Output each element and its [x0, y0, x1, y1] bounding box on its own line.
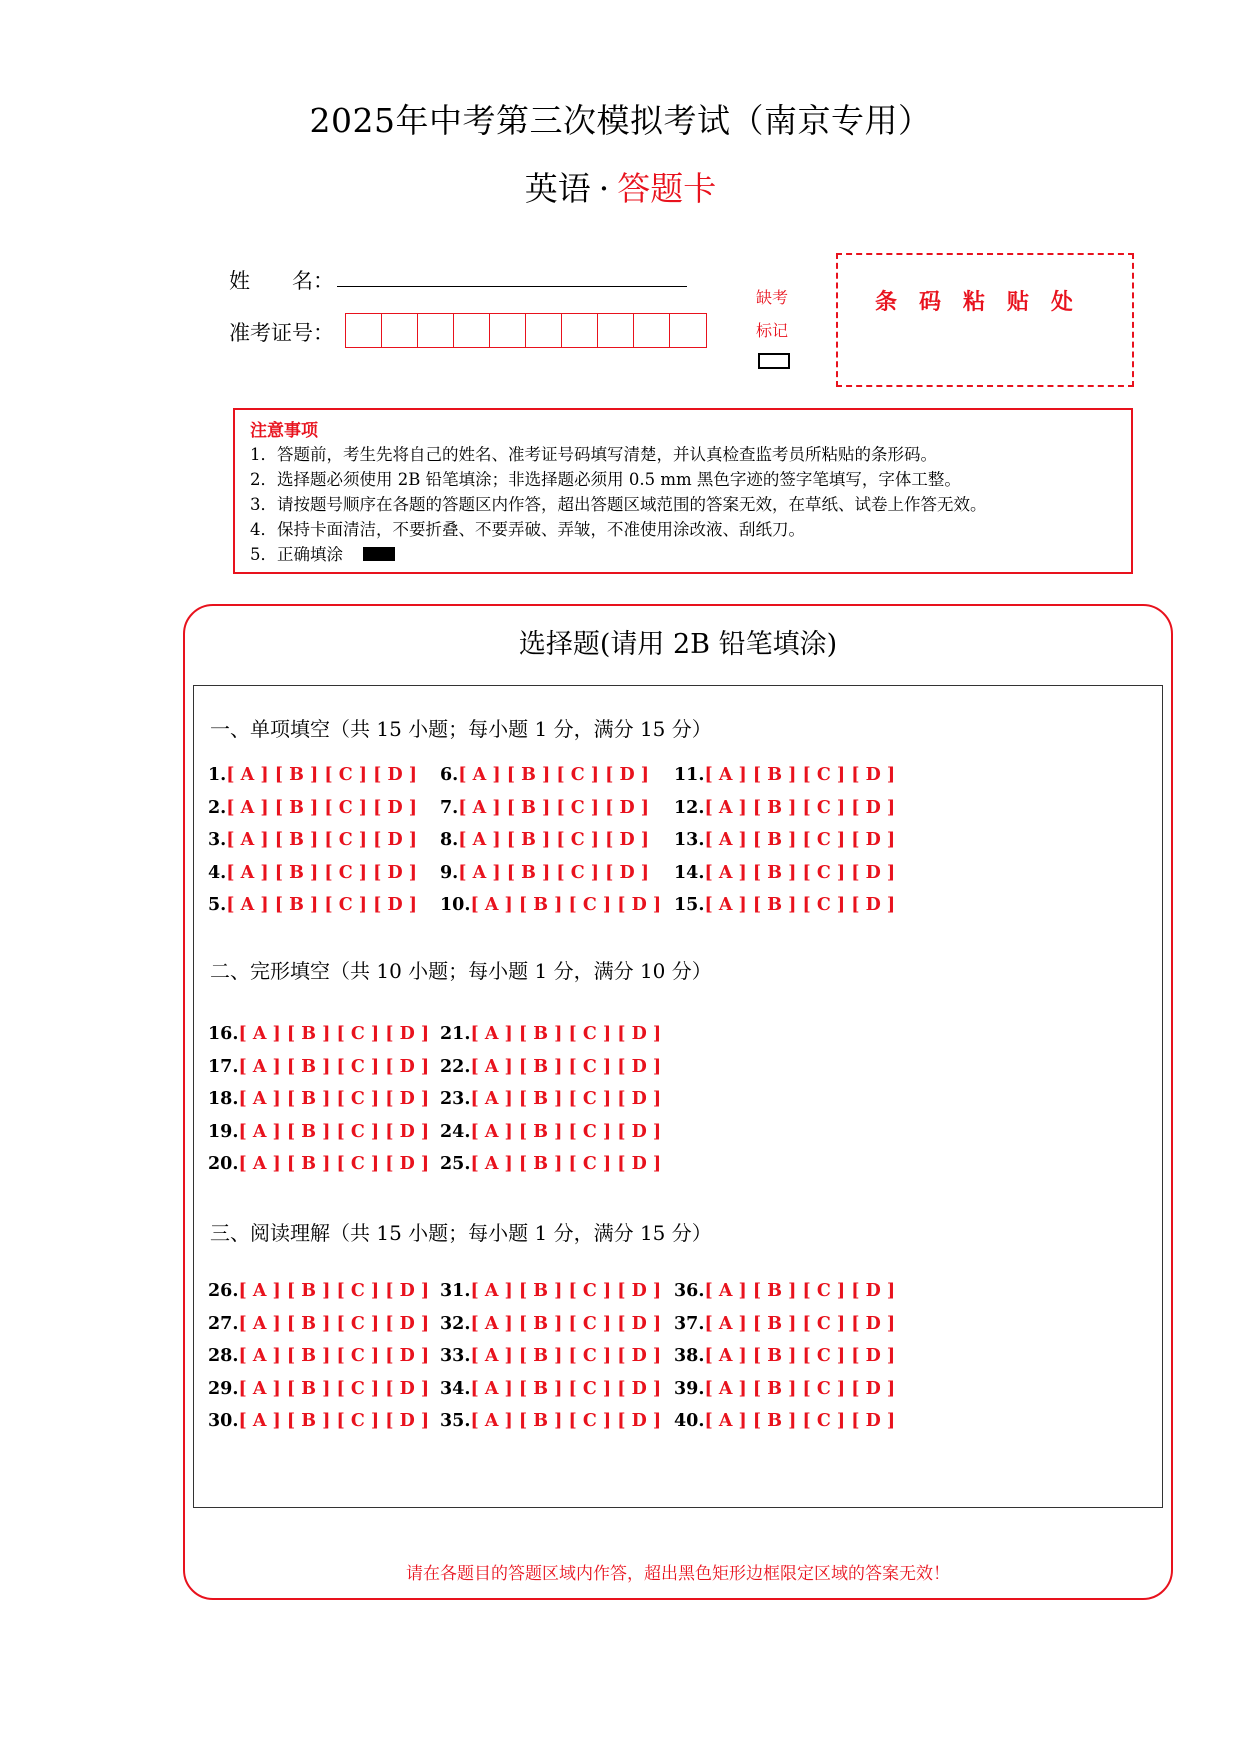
question-row[interactable]	[440, 1089, 661, 1109]
id-digit-box[interactable]	[634, 314, 670, 347]
id-digit-box[interactable]	[382, 314, 418, 347]
answer-options[interactable]: [ A ] [ B ] [ C ] [ D ]	[238, 1089, 430, 1109]
question-number: 30.	[208, 1411, 239, 1431]
question-number: 11.	[674, 765, 705, 785]
question-number: 10.	[440, 895, 471, 915]
footer-warning: 请在各题目的答题区域内作答，超出黑色矩形边框限定区域的答案无效！	[406, 1564, 950, 1584]
question-row[interactable]	[208, 1122, 429, 1142]
question-row[interactable]	[208, 765, 417, 785]
id-digit-box[interactable]	[562, 314, 598, 347]
question-row[interactable]	[440, 765, 649, 785]
answer-options[interactable]: [ A ] [ B ] [ C ] [ D ]	[704, 1281, 896, 1301]
question-row[interactable]	[440, 1024, 661, 1044]
answer-options[interactable]: [ A ] [ B ] [ C ] [ D ]	[238, 1411, 430, 1431]
question-row[interactable]	[440, 1122, 661, 1142]
question-number: 31.	[440, 1281, 471, 1301]
question-row[interactable]	[208, 1154, 429, 1174]
answer-options[interactable]: [ A ] [ B ] [ C ] [ D ]	[226, 830, 418, 850]
question-row[interactable]	[440, 1411, 661, 1431]
question-row[interactable]	[440, 1281, 661, 1301]
question-row[interactable]	[208, 1057, 429, 1077]
name-label: 姓 名：	[229, 269, 334, 293]
question-number: 27.	[208, 1313, 239, 1334]
question-number: 24.	[440, 1121, 471, 1142]
answer-options[interactable]: [ A ] [ B ] [ C ] [ D ]	[470, 1024, 662, 1044]
answer-options[interactable]: [ A ] [ B ] [ C ] [ D ]	[470, 1056, 662, 1077]
note-item: 1．答题前，考生先将自己的姓名、准考证号码填写清楚，并认真检查监考员所粘贴的条形码。	[250, 445, 937, 464]
answer-options[interactable]: [ A ] [ B ] [ C ] [ D ]	[704, 862, 896, 883]
question-row[interactable]	[674, 863, 895, 883]
question-number: 5.	[208, 895, 227, 915]
answer-options[interactable]: [ A ] [ B ] [ C ] [ D ]	[470, 1281, 662, 1301]
note-item: 3．请按题号顺序在各题的答题区内作答，超出答题区域范围的答案无效，在草纸、试卷上作答无效。	[250, 495, 987, 514]
absent-label-1: 缺考	[756, 288, 789, 307]
answer-options[interactable]: [ A ] [ B ] [ C ] [ D ]	[470, 1378, 662, 1399]
answer-options[interactable]: [ A ] [ B ] [ C ] [ D ]	[458, 797, 650, 818]
question-row[interactable]	[674, 1314, 895, 1334]
answer-options[interactable]: [ A ] [ B ] [ C ] [ D ]	[238, 1121, 430, 1142]
question-number: 15.	[674, 895, 705, 915]
question-row[interactable]	[208, 1281, 429, 1301]
answer-options[interactable]: [ A ] [ B ] [ C ] [ D ]	[238, 1024, 430, 1044]
answer-options[interactable]: [ A ] [ B ] [ C ] [ D ]	[458, 862, 650, 883]
question-row[interactable]	[208, 863, 417, 883]
question-number: 19.	[208, 1121, 239, 1142]
answer-options[interactable]: [ A ] [ B ] [ C ] [ D ]	[238, 1346, 430, 1366]
question-number: 35.	[440, 1411, 471, 1431]
question-number: 13.	[674, 830, 705, 850]
question-number: 18.	[208, 1089, 239, 1109]
name-field[interactable]	[337, 286, 687, 287]
notes-title: 注意事项	[250, 421, 318, 441]
note-item: 5．正确填涂	[250, 545, 343, 564]
question-row[interactable]	[674, 1379, 895, 1399]
notes-box	[233, 408, 1133, 574]
question-row[interactable]	[440, 1314, 661, 1334]
question-row[interactable]	[440, 1379, 661, 1399]
question-number: 20.	[208, 1154, 239, 1174]
answer-options[interactable]: [ A ] [ B ] [ C ] [ D ]	[238, 1313, 430, 1334]
question-number: 22.	[440, 1056, 471, 1077]
answer-options[interactable]: [ A ] [ B ] [ C ] [ D ]	[704, 1411, 896, 1431]
section-heading: 二、完形填空（共 10 小题；每小题 1 分，满分 10 分）	[210, 959, 712, 983]
question-row[interactable]	[208, 1411, 429, 1431]
question-number: 17.	[208, 1056, 239, 1077]
answer-options[interactable]: [ A ] [ B ] [ C ] [ D ]	[470, 1154, 662, 1174]
question-number: 29.	[208, 1378, 239, 1399]
answer-options[interactable]: [ A ] [ B ] [ C ] [ D ]	[226, 765, 418, 785]
answer-options[interactable]: [ A ] [ B ] [ C ] [ D ]	[704, 797, 896, 818]
question-number: 38.	[674, 1346, 705, 1366]
answer-options[interactable]: [ A ] [ B ] [ C ] [ D ]	[704, 1313, 896, 1334]
answer-options[interactable]: [ A ] [ B ] [ C ] [ D ]	[470, 1411, 662, 1431]
answer-options[interactable]: [ A ] [ B ] [ C ] [ D ]	[704, 1378, 896, 1399]
question-row[interactable]	[208, 895, 417, 915]
id-digit-box[interactable]	[598, 314, 634, 347]
id-digit-box[interactable]	[454, 314, 490, 347]
card-name: 答题卡	[617, 169, 717, 208]
answer-options[interactable]: [ A ] [ B ] [ C ] [ D ]	[704, 1346, 896, 1366]
barcode-area	[836, 253, 1134, 387]
question-number: 23.	[440, 1089, 471, 1109]
absent-label-2: 标记	[756, 321, 789, 340]
question-number: 40.	[674, 1411, 705, 1431]
answer-options[interactable]: [ A ] [ B ] [ C ] [ D ]	[458, 765, 650, 785]
question-number: 32.	[440, 1313, 471, 1334]
question-number: 21.	[440, 1024, 471, 1044]
question-row[interactable]	[440, 1057, 661, 1077]
question-row[interactable]	[208, 830, 417, 850]
question-number: 33.	[440, 1346, 471, 1366]
question-row[interactable]	[674, 895, 895, 915]
question-number: 8.	[440, 830, 459, 850]
question-row[interactable]	[674, 1346, 895, 1366]
title-dot: ·	[598, 169, 610, 208]
mc-title: 选择题(请用 2B 铅笔填涂)	[518, 629, 838, 660]
question-number: 39.	[674, 1378, 705, 1399]
question-number: 7.	[440, 797, 459, 818]
answer-options[interactable]: [ A ] [ B ] [ C ] [ D ]	[470, 1313, 662, 1334]
question-number: 28.	[208, 1346, 239, 1366]
id-digit-box[interactable]	[418, 314, 454, 347]
section-heading: 三、阅读理解（共 15 小题；每小题 1 分，满分 15 分）	[210, 1221, 712, 1245]
note-item: 4．保持卡面清洁，不要折叠、不要弄破、弄皱，不准使用涂改液、刮纸刀。	[250, 520, 805, 539]
id-digit-box[interactable]	[490, 314, 526, 347]
question-number: 26.	[208, 1281, 239, 1301]
question-row[interactable]	[208, 1379, 429, 1399]
question-number: 37.	[674, 1313, 705, 1334]
question-number: 3.	[208, 830, 227, 850]
question-row[interactable]	[674, 765, 895, 785]
answer-options[interactable]: [ A ] [ B ] [ C ] [ D ]	[470, 1346, 662, 1366]
id-number-boxes[interactable]	[345, 313, 707, 348]
note-item: 2．选择题必须使用 2B 铅笔填涂；非选择题必须用 0.5 mm 黑色字迹的签字笔填写，字体工整。	[250, 470, 961, 489]
answer-options[interactable]: [ A ] [ B ] [ C ] [ D ]	[704, 765, 896, 785]
question-row[interactable]	[440, 1154, 661, 1174]
absent-mark-box[interactable]	[758, 353, 790, 369]
question-number: 6.	[440, 765, 459, 785]
question-number: 12.	[674, 797, 705, 818]
subject-title	[0, 163, 1241, 210]
question-number: 25.	[440, 1154, 471, 1174]
question-row[interactable]	[674, 830, 895, 850]
answer-options[interactable]: [ A ] [ B ] [ C ] [ D ]	[238, 1056, 430, 1077]
id-digit-box[interactable]	[670, 314, 706, 347]
question-number: 1.	[208, 765, 227, 785]
question-row[interactable]	[440, 830, 649, 850]
question-row[interactable]	[208, 1024, 429, 1044]
question-row[interactable]	[208, 1089, 429, 1109]
question-row[interactable]	[674, 1411, 895, 1431]
answer-options[interactable]: [ A ] [ B ] [ C ] [ D ]	[226, 862, 418, 883]
answer-options[interactable]: [ A ] [ B ] [ C ] [ D ]	[704, 895, 896, 915]
question-row[interactable]	[674, 798, 895, 818]
answer-options[interactable]: [ A ] [ B ] [ C ] [ D ]	[238, 1154, 430, 1174]
question-number: 14.	[674, 862, 705, 883]
question-number: 2.	[208, 797, 227, 818]
barcode-label: 条码粘贴处	[874, 288, 1095, 315]
question-row[interactable]	[674, 1281, 895, 1301]
question-row[interactable]	[208, 1314, 429, 1334]
id-digit-box[interactable]	[526, 314, 562, 347]
answer-options[interactable]: [ A ] [ B ] [ C ] [ D ]	[238, 1281, 430, 1301]
question-number: 9.	[440, 862, 459, 883]
id-digit-box[interactable]	[346, 314, 382, 347]
answer-options[interactable]: [ A ] [ B ] [ C ] [ D ]	[470, 1089, 662, 1109]
question-row[interactable]	[440, 895, 661, 915]
answer-options[interactable]: [ A ] [ B ] [ C ] [ D ]	[226, 895, 418, 915]
exam-title: 2025年中考第三次模拟考试（南京专用）	[309, 101, 932, 140]
question-number: 34.	[440, 1378, 471, 1399]
answer-options[interactable]: [ A ] [ B ] [ C ] [ D ]	[458, 830, 650, 850]
answer-options[interactable]: [ A ] [ B ] [ C ] [ D ]	[226, 797, 418, 818]
answer-options[interactable]: [ A ] [ B ] [ C ] [ D ]	[470, 895, 662, 915]
id-label: 准考证号：	[229, 321, 334, 345]
answer-options[interactable]: [ A ] [ B ] [ C ] [ D ]	[238, 1378, 430, 1399]
question-number: 16.	[208, 1024, 239, 1044]
question-number: 36.	[674, 1281, 705, 1301]
subject-name: 英语	[524, 169, 591, 208]
answer-options[interactable]: [ A ] [ B ] [ C ] [ D ]	[470, 1121, 662, 1142]
question-row[interactable]	[208, 1346, 429, 1366]
question-row[interactable]	[440, 1346, 661, 1366]
question-row[interactable]	[440, 798, 649, 818]
question-number: 4.	[208, 862, 227, 883]
filled-mark-sample	[363, 547, 395, 561]
question-row[interactable]	[208, 798, 417, 818]
question-row[interactable]	[440, 863, 649, 883]
answer-options[interactable]: [ A ] [ B ] [ C ] [ D ]	[704, 830, 896, 850]
section-heading: 一、单项填空（共 15 小题；每小题 1 分，满分 15 分）	[210, 717, 712, 741]
note-item-5	[250, 542, 1116, 567]
